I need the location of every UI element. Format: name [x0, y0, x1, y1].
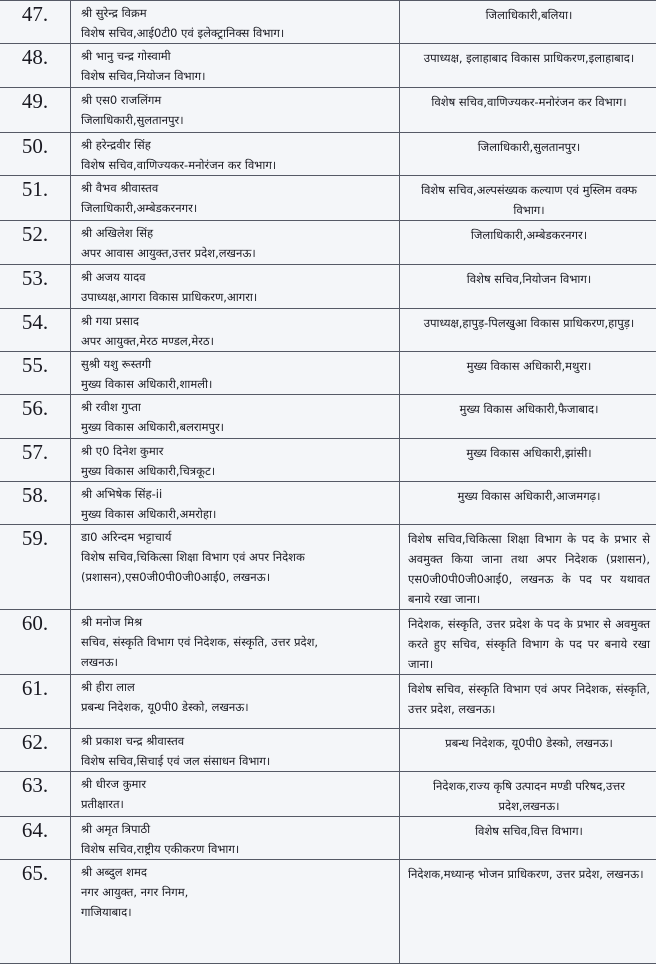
new-post: मुख्य विकास अधिकारी,आजमगढ़।	[400, 482, 656, 525]
serial-number: 58.	[0, 482, 71, 525]
table-row	[0, 395, 656, 439]
new-post: मुख्य विकास अधिकारी,मथुरा।	[400, 352, 656, 395]
table-row	[0, 675, 656, 729]
current-post: मुख्य विकास अधिकारी,अमरोहा।	[81, 504, 393, 524]
table-row	[0, 860, 656, 964]
new-post: निदेशक,मध्यान्ह भोजन प्राधिकरण, उत्तर प्रदेश, लखनऊ।	[400, 860, 656, 964]
serial-number: 64.	[0, 817, 71, 860]
new-post: विशेष सचिव,अल्पसंख्यक कल्याण एवं मुस्लिम वक्फ विभाग।	[400, 176, 656, 221]
table-row	[0, 221, 656, 265]
officer-cell	[71, 395, 400, 439]
serial-number: 48.	[0, 44, 71, 88]
officer-cell	[71, 1, 400, 44]
new-post: विशेष सचिव,वित्त विभाग।	[400, 817, 656, 860]
officer-cell	[71, 525, 400, 610]
serial-number: 49.	[0, 88, 71, 133]
officer-name: श्री रवीश गुप्ता	[81, 397, 393, 417]
officer-name: श्री अखिलेश सिंह	[81, 223, 393, 243]
officer-name: श्री अब्दुल शमद	[81, 862, 393, 882]
table-row	[0, 482, 656, 525]
current-post: विशेष सचिव,आई0टी0 एवं इलेक्ट्रानिक्स विभाग।	[81, 23, 393, 43]
current-post: अपर आवास आयुक्त,उत्तर प्रदेश,लखनऊ।	[81, 243, 393, 263]
table-row	[0, 772, 656, 817]
current-post: विशेष सचिव,चिकित्सा शिक्षा विभाग एवं अपर निदेशक	[81, 547, 393, 567]
officer-name: श्री एस0 राजलिंगम	[81, 90, 393, 110]
officer-name: श्री प्रकाश चन्द्र श्रीवास्तव	[81, 731, 393, 751]
new-post: मुख्य विकास अधिकारी,फैजाबाद।	[400, 395, 656, 439]
officer-cell	[71, 309, 400, 352]
table-row	[0, 133, 656, 176]
table-row	[0, 176, 656, 221]
officer-cell	[71, 610, 400, 675]
officer-cell	[71, 221, 400, 265]
officer-name: सुश्री यशु रूस्तगी	[81, 354, 393, 374]
current-post: अपर आयुक्त,मेरठ मण्डल,मेरठ।	[81, 331, 393, 351]
serial-number: 47.	[0, 1, 71, 44]
new-post: प्रबन्ध निदेशक, यू0पी0 डेस्को, लखनऊ।	[400, 729, 656, 772]
officer-name: श्री वैभव श्रीवास्तव	[81, 178, 393, 198]
serial-number: 54.	[0, 309, 71, 352]
new-post: मुख्य विकास अधिकारी,झांसी।	[400, 439, 656, 482]
new-post: विशेष सचिव,वाणिज्यकर-मनोरंजन कर विभाग।	[400, 88, 656, 133]
officer-cell	[71, 352, 400, 395]
officer-cell	[71, 860, 400, 964]
serial-number: 63.	[0, 772, 71, 817]
current-post: विशेष सचिव,राष्ट्रीय एकीकरण विभाग।	[81, 839, 393, 859]
officer-cell	[71, 265, 400, 309]
new-post: उपाध्यक्ष, इलाहाबाद विकास प्राधिकरण,इलाहाबाद।	[400, 44, 656, 88]
table-row	[0, 525, 656, 610]
current-post: विशेष सचिव,वाणिज्यकर-मनोरंजन कर विभाग।	[81, 155, 393, 175]
serial-number: 59.	[0, 525, 71, 610]
table-row	[0, 439, 656, 482]
officer-cell	[71, 772, 400, 817]
serial-number: 50.	[0, 133, 71, 176]
table-row	[0, 1, 656, 44]
officer-name: श्री ए0 दिनेश कुमार	[81, 441, 393, 461]
current-post: उपाध्यक्ष,आगरा विकास प्राधिकरण,आगरा।	[81, 287, 393, 307]
new-post: जिलाधिकारी,अम्बेडकरनगर।	[400, 221, 656, 265]
officer-name: श्री अजय यादव	[81, 267, 393, 287]
serial-number: 51.	[0, 176, 71, 221]
table-row	[0, 352, 656, 395]
officer-name: श्री हीरा लाल	[81, 677, 393, 697]
serial-number: 60.	[0, 610, 71, 675]
officer-cell	[71, 44, 400, 88]
new-post: निदेशक,राज्य कृषि उत्पादन मण्डी परिषद,उत्तर प्रदेश,लखनऊ।	[400, 772, 656, 817]
serial-number: 53.	[0, 265, 71, 309]
new-post: विशेष सचिव,नियोजन विभाग।	[400, 265, 656, 309]
new-post: उपाध्यक्ष,हापुड़-पिलखुआ विकास प्राधिकरण,हापुड़।	[400, 309, 656, 352]
current-post: विशेष सचिव,नियोजन विभाग।	[81, 66, 393, 86]
officer-name: श्री मनोज मिश्र	[81, 612, 393, 632]
current-post: गाजियाबाद।	[81, 902, 393, 922]
serial-number: 56.	[0, 395, 71, 439]
table-row	[0, 729, 656, 772]
serial-number: 55.	[0, 352, 71, 395]
officer-name: श्री सुरेन्द्र विक्रम	[81, 3, 393, 23]
table-row	[0, 265, 656, 309]
officer-cell	[71, 133, 400, 176]
officer-name: श्री गया प्रसाद	[81, 311, 393, 331]
officer-cell	[71, 88, 400, 133]
current-post: मुख्य विकास अधिकारी,शामली।	[81, 374, 393, 394]
serial-number: 62.	[0, 729, 71, 772]
serial-number: 65.	[0, 860, 71, 964]
officer-cell	[71, 817, 400, 860]
table-row	[0, 309, 656, 352]
new-post: विशेष सचिव,चिकित्सा शिक्षा विभाग के पद के प्रभार से अवमुक्त किया जाना तथा अपर निदेशक (प्रशासन), एस0जी0पी0जी0आई0, लखनऊ के पद पर यथावत बनाये रखा जाना।	[400, 525, 656, 610]
new-post: निदेशक, संस्कृति, उत्तर प्रदेश के पद के प्रभार से अवमुक्त करते हुए सचिव, संस्कृति विभाग के पद पर बनाये रखा जाना।	[400, 610, 656, 675]
current-post: विशेष सचिव,सिचाई एवं जल संसाधन विभाग।	[81, 751, 393, 771]
current-post: मुख्य विकास अधिकारी,बलरामपुर।	[81, 417, 393, 437]
serial-number: 61.	[0, 675, 71, 729]
new-post: विशेष सचिव, संस्कृति विभाग एवं अपर निदेशक, संस्कृति, उत्तर प्रदेश, लखनऊ।	[400, 675, 656, 729]
current-post: नगर आयुक्त, नगर निगम,	[81, 882, 393, 902]
serial-number: 52.	[0, 221, 71, 265]
officer-cell	[71, 439, 400, 482]
officer-cell	[71, 729, 400, 772]
table-row	[0, 88, 656, 133]
table-row	[0, 44, 656, 88]
new-post: जिलाधिकारी,बलिया।	[400, 1, 656, 44]
current-post: प्रबन्ध निदेशक, यू0पी0 डेस्को, लखनऊ।	[81, 697, 393, 717]
officer-name: श्री धीरज कुमार	[81, 774, 393, 794]
current-post: मुख्य विकास अधिकारी,चित्रकूट।	[81, 461, 393, 481]
table-row	[0, 610, 656, 675]
officer-cell	[71, 176, 400, 221]
current-post: जिलाधिकारी,सुलतानपुर।	[81, 110, 393, 130]
officer-cell	[71, 482, 400, 525]
current-post: सचिव, संस्कृति विभाग एवं निदेशक, संस्कृति, उत्तर प्रदेश,	[81, 632, 393, 652]
table-row	[0, 817, 656, 860]
officer-name: श्री अभिषेक सिंह-ii	[81, 484, 393, 504]
current-post: प्रतीक्षारत।	[81, 794, 393, 814]
current-post: लखनऊ।	[81, 652, 393, 672]
serial-number: 57.	[0, 439, 71, 482]
current-post: जिलाधिकारी,अम्बेडकरनगर।	[81, 198, 393, 218]
officer-name: डा0 अरिन्दम भट्टाचार्य	[81, 527, 393, 547]
current-post: (प्रशासन),एस0जी0पी0जी0आई0, लखनऊ।	[81, 567, 393, 587]
officer-name: श्री हरेन्द्रवीर सिंह	[81, 135, 393, 155]
officer-cell	[71, 675, 400, 729]
officer-name: श्री अमृत त्रिपाठी	[81, 819, 393, 839]
new-post: जिलाधिकारी,सुलतानपुर।	[400, 133, 656, 176]
officer-name: श्री भानु चन्द्र गोस्वामी	[81, 46, 393, 66]
